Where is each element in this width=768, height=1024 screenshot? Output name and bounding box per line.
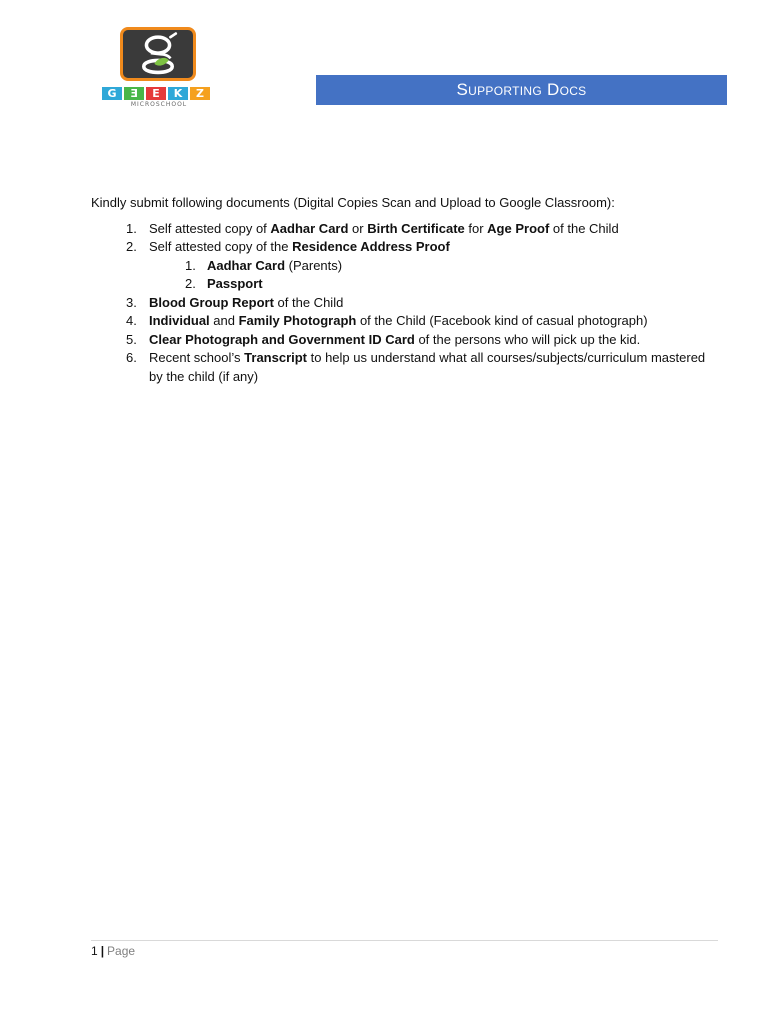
- list-number: 6.: [126, 350, 137, 365]
- list-text: Self attested copy of: [149, 220, 271, 236]
- list-number: 3.: [126, 294, 137, 310]
- sub-list: [149, 257, 711, 294]
- list-text: and: [209, 313, 239, 328]
- list-text-bold: Aadhar Card: [270, 220, 349, 236]
- list-text: Self attested copy of the: [149, 239, 293, 254]
- page-title-banner: [316, 75, 727, 105]
- list-text: of the Child: [549, 220, 619, 236]
- logo-subtitle: MICROSCHOOL: [130, 101, 188, 108]
- list-text: of the Child (Facebook kind of casual photograph): [356, 313, 648, 328]
- list-text: Recent school’s: [149, 350, 245, 365]
- page-label: Page: [107, 944, 136, 958]
- page-number: 1: [91, 944, 98, 958]
- list-text: of the persons who will pick up the kid.: [414, 331, 641, 347]
- intro-text: Kindly submit following documents (Digital Copies Scan and Upload to Google Classroom):: [91, 195, 615, 210]
- list-text: or: [348, 220, 368, 236]
- list-number: 1.: [126, 220, 137, 236]
- list-text-bold: Residence Address Proof: [292, 239, 450, 254]
- list-item: [91, 294, 711, 313]
- list-text: to help us understand what all courses/subjects/curriculum mastered by the child (if any): [149, 350, 706, 384]
- geekz-g-logo-icon: [120, 27, 196, 81]
- footer-divider: [91, 940, 718, 941]
- list-item: [91, 312, 711, 331]
- document-body: [91, 194, 711, 386]
- documents-list: [91, 220, 711, 387]
- logo-letter: E: [146, 87, 166, 100]
- list-item: [91, 349, 711, 386]
- list-number: 5.: [126, 331, 137, 347]
- logo-wordmark: [102, 87, 210, 100]
- list-text-bold: Clear Photograph and Government ID Card: [149, 331, 415, 347]
- list-number: 1.: [185, 257, 196, 273]
- list-text-bold: Blood Group Report: [149, 294, 274, 310]
- list-number: 2.: [185, 276, 196, 291]
- footer-separator: |: [100, 944, 105, 958]
- list-number: 4.: [126, 313, 137, 328]
- list-text: (Parents): [285, 257, 343, 273]
- list-text-bold: Individual: [149, 313, 210, 328]
- list-item: [91, 331, 711, 350]
- list-text-bold: Passport: [207, 276, 263, 291]
- logo-letter: G: [102, 87, 122, 100]
- list-text: for: [464, 220, 488, 236]
- list-text-bold: Age Proof: [487, 220, 550, 236]
- list-text: of the Child: [273, 294, 344, 310]
- list-item: [91, 220, 711, 239]
- list-text-bold: Transcript: [244, 350, 308, 365]
- page-footer: [91, 943, 135, 959]
- logo-letter: Ǝ: [124, 87, 144, 100]
- page-title: Supporting Docs: [456, 80, 587, 99]
- list-text-bold: Aadhar Card: [207, 257, 286, 273]
- list-item: [91, 238, 711, 294]
- list-text-bold: Family Photograph: [238, 313, 357, 328]
- geekz-logo: [98, 26, 216, 110]
- list-text-bold: Birth Certificate: [367, 220, 465, 236]
- logo-letter: Z: [190, 87, 210, 100]
- sub-list-item: [149, 257, 711, 276]
- list-number: 2.: [126, 239, 137, 254]
- logo-letter: K: [168, 87, 188, 100]
- sub-list-item: [149, 275, 711, 294]
